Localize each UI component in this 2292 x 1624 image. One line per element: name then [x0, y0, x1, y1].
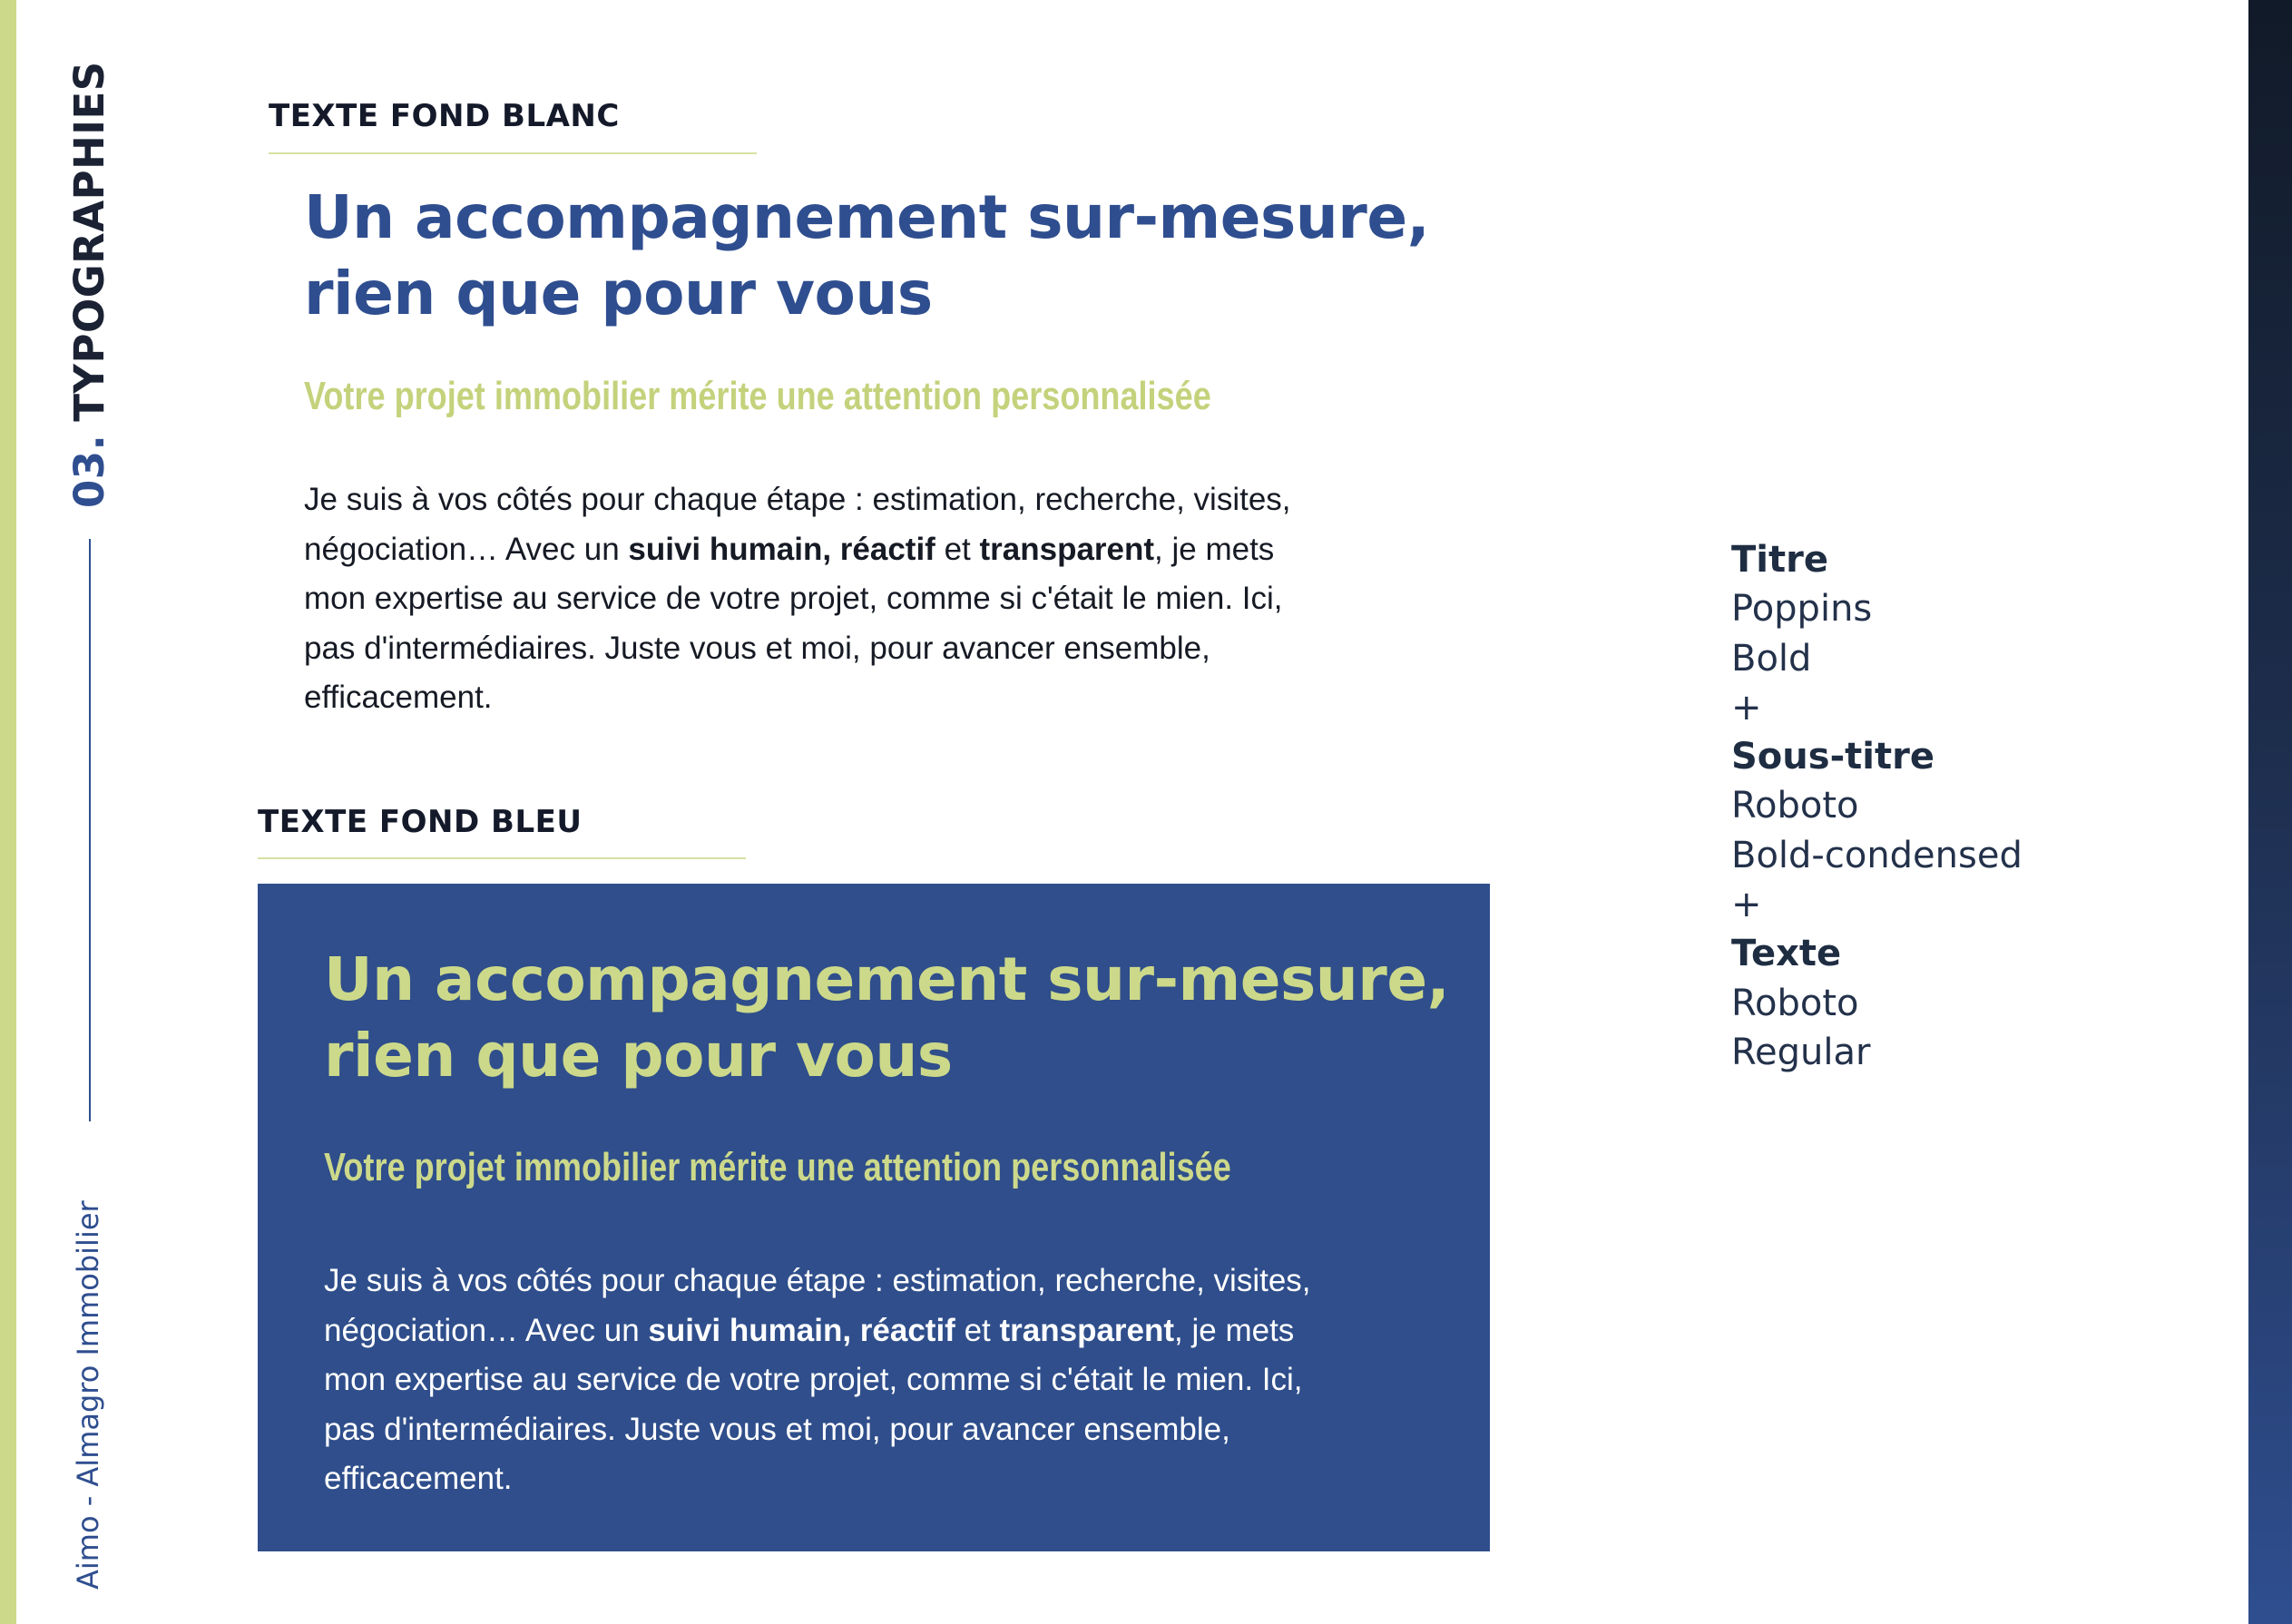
body-bold-run: suivi humain	[648, 1312, 843, 1348]
body-separator: ,	[822, 531, 840, 567]
right-accent-bar	[2248, 0, 2292, 1624]
body-text-run: , je mets mon expertise au service de votre projet, comme si c'était le mien. Ici, pas d'intermédiaires. Juste vous et moi, pour avancer ensemble, efficacement.	[324, 1312, 1303, 1496]
body-bold-run: réactif	[839, 531, 935, 567]
body-separator: et	[935, 531, 980, 567]
legend-plus: +	[1731, 686, 1762, 729]
white-sample-headline	[304, 180, 1574, 332]
section-number: 03.	[65, 434, 113, 508]
vertical-divider	[89, 539, 91, 1121]
white-sample-label: TEXTE FOND BLANC	[269, 98, 620, 134]
legend-title-weight: Bold	[1731, 637, 1812, 680]
legend-text-weight: Regular	[1731, 1031, 1871, 1073]
blue-sample-label: TEXTE FOND BLEU	[258, 804, 583, 840]
body-text-run: Je suis à vos côtés pour chaque étape : estimation, recherche, visites, négociation… Avec un	[324, 1263, 1311, 1348]
white-sample-label-rule	[269, 152, 757, 154]
blue-sample-subtitle: Votre projet immobilier mérite une attention personnalisée	[324, 1145, 1231, 1189]
body-bold-run: suivi humain	[628, 531, 823, 567]
white-sample-body	[304, 475, 1302, 723]
body-separator: ,	[842, 1312, 860, 1348]
body-text-run: , je mets mon expertise au service de votre projet, comme si c'était le mien. Ici, pas d'intermédiaires. Juste vous et moi, pour avancer ensemble, efficacement.	[304, 531, 1283, 715]
typography-legend	[1731, 535, 2203, 1077]
body-bold-run: transparent	[979, 531, 1155, 567]
blue-sample-headline	[324, 942, 1594, 1094]
legend-title-font: Poppins	[1731, 588, 1873, 631]
brand-name: Aimo - Almagro Immobilier	[71, 1200, 105, 1590]
blue-sample-label-rule	[258, 857, 746, 859]
blue-sample-body	[324, 1257, 1322, 1504]
legend-subtitle-font: Roboto	[1731, 785, 1859, 827]
white-headline-line-2: rien que pour vous	[304, 259, 933, 328]
left-accent-bar	[0, 0, 16, 1624]
section-name: TYPOGRAPHIES	[65, 61, 113, 422]
white-headline-line-1: Un accompagnement sur-mesure,	[304, 182, 1430, 252]
legend-text-font: Roboto	[1731, 982, 1859, 1024]
body-separator: et	[955, 1312, 1000, 1348]
blue-headline-line-2: rien que pour vous	[324, 1021, 953, 1091]
legend-title-key: Titre	[1731, 539, 1828, 581]
body-bold-run: transparent	[999, 1312, 1175, 1348]
legend-subtitle-key: Sous-titre	[1731, 736, 1934, 778]
blue-headline-line-1: Un accompagnement sur-mesure,	[324, 944, 1450, 1014]
legend-subtitle-weight: Bold-condensed	[1731, 834, 2023, 876]
body-bold-run: réactif	[859, 1312, 955, 1348]
white-sample-subtitle: Votre projet immobilier mérite une attention personnalisée	[304, 374, 1211, 418]
legend-text-key: Texte	[1731, 933, 1842, 975]
section-title	[65, 61, 113, 508]
legend-plus: +	[1731, 884, 1762, 926]
body-text-run: Je suis à vos côtés pour chaque étape : estimation, recherche, visites, négociation… Avec un	[304, 482, 1291, 567]
